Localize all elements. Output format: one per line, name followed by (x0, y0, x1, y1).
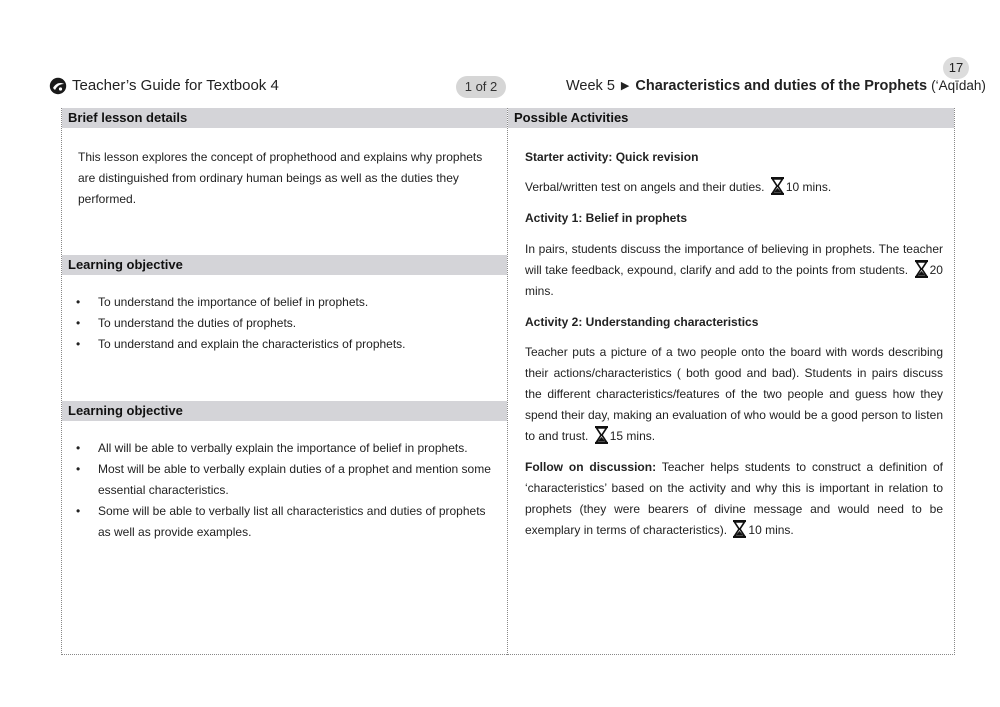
learning-outcome-heading: Learning objective (62, 401, 507, 421)
activity-2-body: Teacher puts a picture of a two people onto the board with words describing their actions/characteristics ( both good and bad). Students in pairs discuss the different characteristics/features of the two people and guess how they spend their day, making an evaluation of who would be a good person to listen to and trust. (525, 345, 943, 443)
list-item: • To understand and explain the characteristics of prophets. (76, 334, 500, 355)
learning-objective-list (76, 292, 500, 355)
triangle-right-icon: ▶ (620, 80, 630, 92)
activity-2-text (525, 342, 943, 447)
activity-1-text (525, 239, 943, 302)
hourglass-icon (771, 177, 784, 195)
activity-1-title: Activity 1: Belief in prophets (525, 211, 688, 225)
follow-on-body: Teacher helps students to construct a definition of ‘characteristics’ based on the activity and why this is important in relation to prophets (they were bearers of divine message and would need to be exemplary in terms of characteristics). (525, 460, 943, 537)
topic-title: Characteristics and duties of the Prophets (635, 78, 928, 94)
logo-icon (49, 77, 67, 95)
list-item: • Some will be able to verbally list all characteristics and duties of prophets as well as provide examples. (76, 501, 500, 543)
activity-2-time: 15 mins. (609, 429, 656, 443)
list-item: • To understand the duties of prophets. (76, 313, 500, 334)
starter-time: 10 mins. (785, 180, 832, 194)
brief-lesson-text: This lesson explores the concept of prophethood and explains why prophets are distinguished from ordinary human beings as well as the duties they performed. (78, 150, 483, 206)
activity-2-title: Activity 2: Understanding characteristics (525, 315, 759, 329)
list-item: • Most will be able to verbally explain duties of a prophet and mention some essential characteristics. (76, 459, 500, 501)
follow-on-time: 10 mins. (748, 523, 794, 537)
follow-on-discussion (525, 457, 943, 541)
starter-text: Verbal/written test on angels and their duties. (525, 180, 765, 194)
activity-1-time: 20 mins. (525, 263, 943, 298)
guide-title: Teacher’s Guide for Textbook 4 (72, 77, 279, 94)
learning-outcome-list (76, 438, 500, 543)
hourglass-icon (595, 426, 608, 444)
possible-activities-heading: Possible Activities (508, 108, 954, 128)
hourglass-icon (915, 260, 928, 278)
list-item: • To understand the importance of belief in prophets. (76, 292, 500, 313)
column-divider (507, 108, 508, 655)
week-label: Week 5 (566, 78, 615, 94)
activity-1-body: In pairs, students discuss the importance of believing in prophets. The teacher will take feedback, expound, clarify and add to the points from students. (525, 242, 943, 277)
page-number: 17 (943, 57, 969, 79)
starter-activity-title: Starter activity: Quick revision (525, 150, 699, 164)
lesson-title (566, 77, 986, 95)
list-item: • All will be able to verbally explain the importance of belief in prophets. (76, 438, 500, 459)
topic-subtitle: (‘Aqīdah) (931, 78, 986, 93)
brief-lesson-heading: Brief lesson details (62, 108, 507, 128)
learning-objective-heading: Learning objective (62, 255, 507, 275)
hourglass-icon (733, 520, 746, 538)
page-indicator: 1 of 2 (456, 76, 506, 98)
starter-activity-text (525, 177, 943, 198)
follow-on-label: Follow on discussion: (525, 460, 657, 474)
